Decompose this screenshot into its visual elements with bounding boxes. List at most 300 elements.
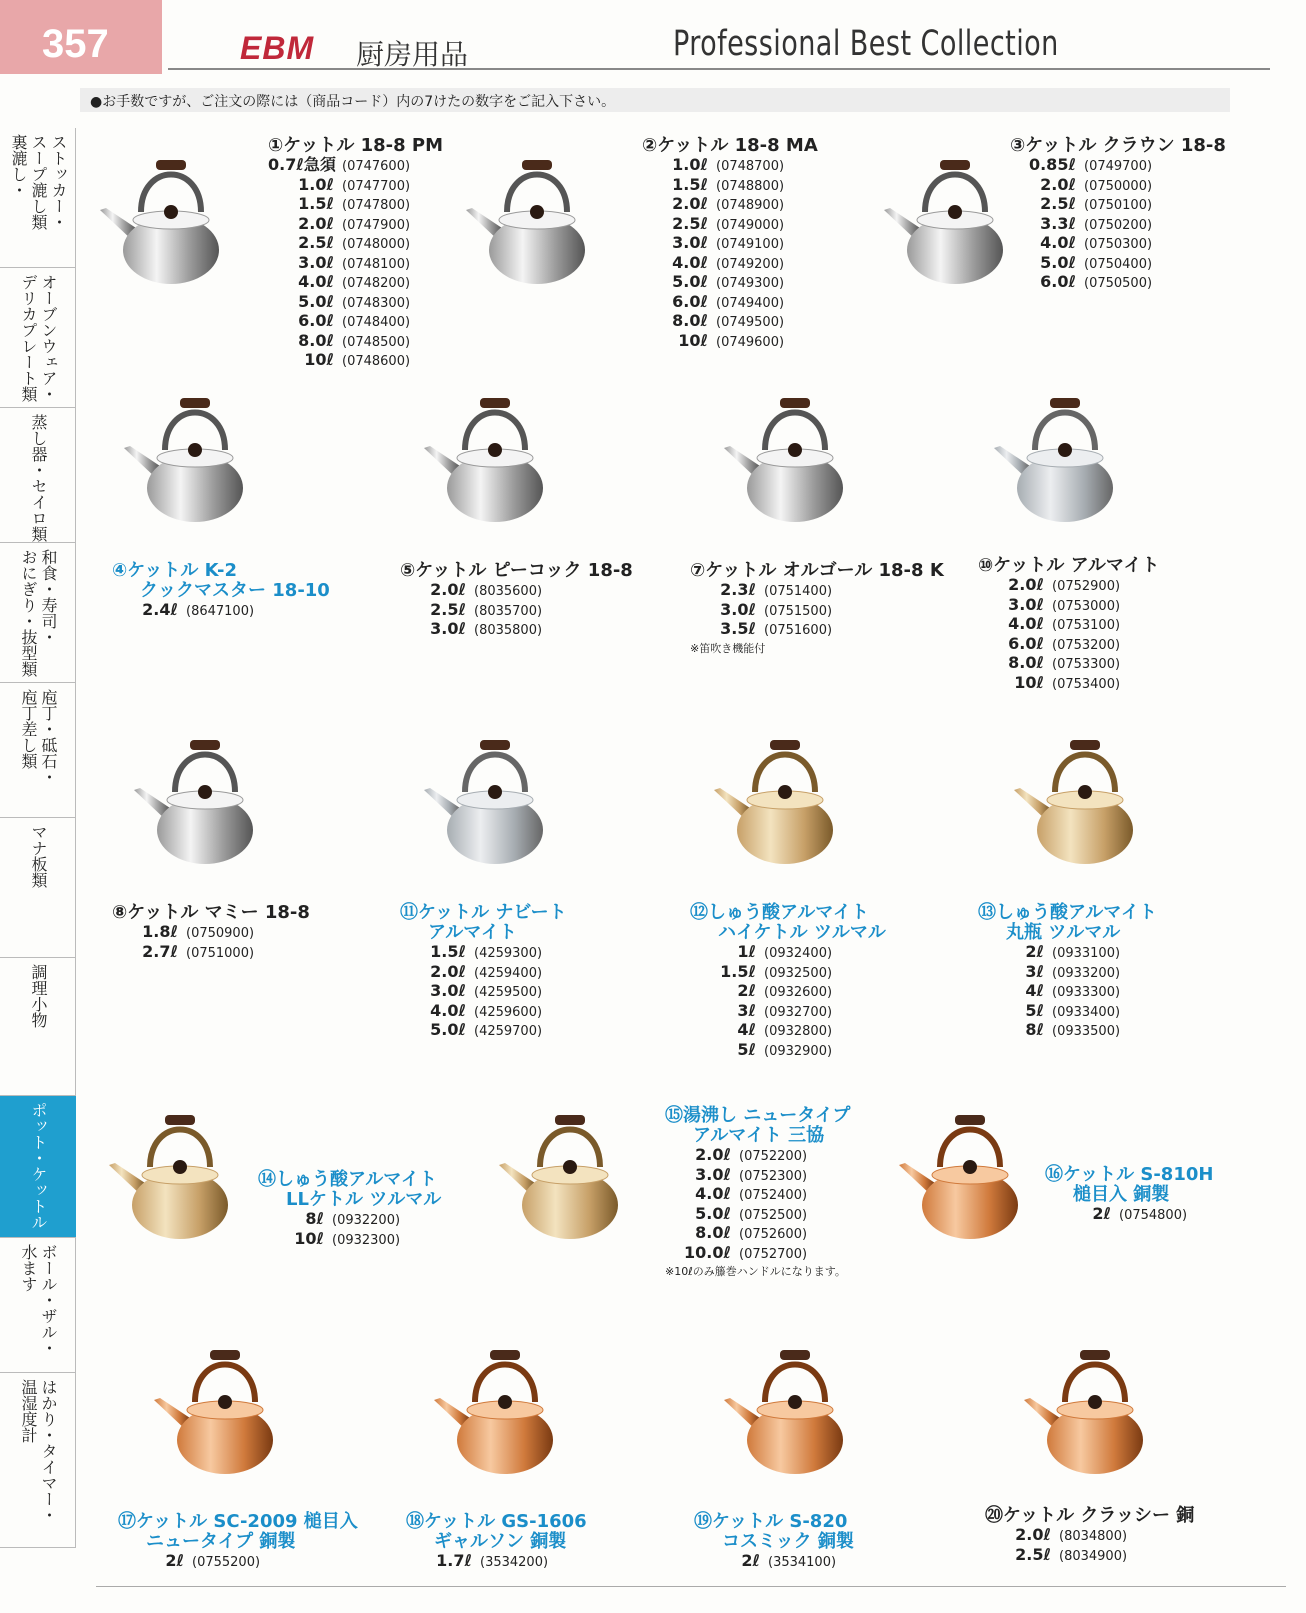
product-code: (0932300) <box>332 1232 401 1248</box>
product-code: (0751400) <box>764 584 833 599</box>
kettle-icon <box>720 1330 870 1480</box>
size-label: 4.0ℓ <box>1008 614 1044 633</box>
size-row <box>400 943 567 963</box>
order-notice: ●お手数ですが、ご注文の際には（商品コード）内の7けたの数字をご記入下さい。 <box>80 88 1230 112</box>
size-row <box>400 620 633 640</box>
size-row <box>985 1526 1194 1546</box>
size-row <box>690 620 944 640</box>
product-entry <box>1010 136 1226 293</box>
size-row <box>690 1041 886 1061</box>
product-name: ②ケットル 18-8 MA <box>642 135 818 156</box>
size-row <box>642 332 818 352</box>
product-name: 丸瓶 ツルマル <box>1006 922 1121 943</box>
size-label: 1.5ℓ <box>298 194 334 213</box>
product-name: ⑫しゅう酸アルマイト <box>690 902 869 923</box>
product-code: (0747800) <box>342 198 411 213</box>
size-label: 3.3ℓ <box>1040 213 1076 233</box>
product-code: (0932600) <box>764 985 833 1000</box>
product-code: (0752500) <box>739 1207 808 1223</box>
size-label: 2.0ℓ <box>1008 575 1044 594</box>
size-row <box>268 351 443 371</box>
product-code: (0752900) <box>1052 579 1121 594</box>
product-code: (8035700) <box>474 603 543 619</box>
size-row <box>665 1146 850 1166</box>
size-row <box>690 601 944 621</box>
sidebar-tab-label: 温湿度計 <box>19 1379 38 1443</box>
size-label: 2.5ℓ <box>1040 194 1076 213</box>
product-code: (8034900) <box>1059 1548 1128 1564</box>
product-code: (0932400) <box>764 946 833 961</box>
size-label: 2.0ℓ <box>1015 1525 1051 1544</box>
size-row <box>400 1021 567 1041</box>
product-code: (0748100) <box>342 256 411 272</box>
sidebar-tab-label: 調理小物 <box>29 964 48 1028</box>
size-row <box>978 615 1160 635</box>
product-code: (0749000) <box>716 217 785 233</box>
size-row <box>642 195 818 215</box>
product-code: (0750200) <box>1084 217 1153 233</box>
size-label: 8.0ℓ <box>695 1223 731 1242</box>
kettle-icon <box>430 1330 580 1480</box>
kettle-icon <box>120 378 270 528</box>
size-label: 1.0ℓ <box>672 155 708 174</box>
sidebar-tab-label: ポット・ケットル <box>29 1102 48 1230</box>
product-name: ⑱ケットル GS-1606 <box>406 1511 587 1532</box>
size-label: 4.0ℓ <box>430 1000 466 1020</box>
size-label: 2ℓ <box>737 981 756 1000</box>
sidebar-tab-label: 和食・寿司・ <box>39 549 58 645</box>
product-code: (8647100) <box>186 604 255 619</box>
size-row <box>268 312 443 332</box>
product-code: (4259300) <box>474 946 543 961</box>
product-code: (0749100) <box>716 237 785 252</box>
product-entry <box>690 561 944 655</box>
size-label: 2.0ℓ <box>695 1145 731 1164</box>
product-code: (0933200) <box>1052 965 1121 981</box>
product-name: ⑯ケットル S-810H <box>1045 1164 1214 1185</box>
product-entry <box>112 561 330 621</box>
product-code: (0751600) <box>764 623 833 638</box>
size-row <box>258 1230 441 1250</box>
product-name: ハイケトル ツルマル <box>718 922 886 943</box>
size-row <box>268 176 443 196</box>
size-row <box>642 234 818 254</box>
size-row <box>642 215 818 235</box>
product-code: (0748300) <box>342 295 411 311</box>
page-number: 357 <box>0 0 162 74</box>
size-row <box>1010 234 1226 254</box>
product-image <box>710 720 860 874</box>
size-label: 3ℓ <box>1025 961 1044 981</box>
size-row <box>400 982 567 1002</box>
size-row <box>642 273 818 293</box>
product-entry <box>665 1106 850 1278</box>
product-image <box>105 1095 255 1249</box>
product-name: ⑮湯沸し ニュータイプ <box>665 1105 851 1126</box>
product-name: ⑲ケットル S-820 <box>694 1511 848 1532</box>
size-label: 6.0ℓ <box>298 311 334 330</box>
size-label: 2ℓ <box>741 1551 760 1570</box>
size-label: 2.0ℓ <box>430 580 466 599</box>
size-label: 2ℓ <box>1092 1204 1111 1223</box>
size-row <box>118 1552 358 1572</box>
sidebar-tab-label: ストッカー・ <box>49 134 68 230</box>
product-code: (0932900) <box>764 1043 833 1059</box>
kettle-icon <box>462 140 612 290</box>
product-entry <box>642 136 818 351</box>
product-name: ⑩ケットル アルマイト <box>978 555 1160 576</box>
size-label: 8ℓ <box>1025 1020 1044 1039</box>
size-row <box>400 581 633 601</box>
product-name: ④ケットル K-2 <box>112 560 237 581</box>
product-code: (0747900) <box>342 217 411 233</box>
product-name: アルマイト <box>428 922 517 943</box>
product-code: (0753300) <box>1052 657 1121 672</box>
size-label: 5.0ℓ <box>695 1203 731 1223</box>
product-entry <box>400 903 567 1041</box>
size-label: 4.0ℓ <box>695 1184 731 1203</box>
product-entry <box>268 136 443 371</box>
size-row <box>978 1002 1157 1022</box>
product-image <box>420 378 570 532</box>
product-name: ニュータイプ 銅製 <box>146 1531 296 1552</box>
product-name: 槌目入 銅製 <box>1073 1184 1170 1205</box>
product-code: (0748700) <box>716 159 785 174</box>
size-row <box>978 963 1157 983</box>
size-label: 1.5ℓ <box>430 942 466 961</box>
size-row <box>690 1002 886 1022</box>
size-label: 2.5ℓ <box>430 599 466 619</box>
kettle-icon <box>420 720 570 870</box>
size-row <box>258 1210 441 1230</box>
sidebar-tab-label: オーブンウェア・ <box>39 274 58 402</box>
size-label: 3.5ℓ <box>720 619 756 638</box>
size-label: 3.0ℓ <box>720 599 756 619</box>
sidebar-tab-9[interactable] <box>0 1373 76 1548</box>
sidebar-tab-3[interactable] <box>0 543 76 683</box>
sidebar-tab-0[interactable] <box>0 128 76 268</box>
product-code: (0749600) <box>716 334 785 350</box>
size-label: 8.0ℓ <box>298 330 334 350</box>
size-label: 2.0ℓ <box>1040 174 1076 194</box>
kettle-icon <box>96 140 246 290</box>
product-name: ⑧ケットル マミー 18-8 <box>112 902 310 923</box>
size-label: 2ℓ <box>1025 942 1044 961</box>
size-row <box>1010 195 1226 215</box>
product-image <box>120 378 270 532</box>
sidebar-tab-label: 庖丁差し類 <box>19 689 38 769</box>
product-name: ⑬しゅう酸アルマイト <box>978 902 1157 923</box>
size-label: 5.0ℓ <box>298 291 334 311</box>
size-label: 4ℓ <box>737 1020 756 1039</box>
size-row <box>268 293 443 313</box>
size-row <box>690 581 944 601</box>
size-row <box>694 1552 854 1572</box>
product-image <box>96 140 246 294</box>
product-code: (3534200) <box>480 1555 549 1570</box>
size-label: 10ℓ <box>1014 672 1044 692</box>
product-entry <box>690 903 886 1060</box>
size-label: 3.0ℓ <box>695 1164 731 1184</box>
sidebar-tab-8[interactable] <box>0 1238 76 1373</box>
product-code: (0750900) <box>186 926 255 941</box>
kettle-icon <box>1010 720 1160 870</box>
size-row <box>690 982 886 1002</box>
size-row <box>268 273 443 293</box>
size-label: 6.0ℓ <box>1040 272 1076 291</box>
product-code: (0932500) <box>764 965 833 981</box>
size-label: 4.0ℓ <box>672 252 708 272</box>
size-row <box>665 1244 850 1264</box>
product-note: ※笛吹き機能付 <box>690 641 766 655</box>
product-name: ③ケットル クラウン 18-8 <box>1010 135 1226 156</box>
size-label: 4.0ℓ <box>298 272 334 291</box>
size-row <box>978 576 1160 596</box>
size-label: 5ℓ <box>1025 1000 1044 1020</box>
size-row <box>112 601 330 621</box>
kettle-icon <box>710 720 860 870</box>
kettle-icon <box>1020 1330 1170 1480</box>
size-label: 2.5ℓ <box>1015 1544 1051 1564</box>
product-code: (0749200) <box>716 256 785 272</box>
size-label: 2.3ℓ <box>720 580 756 599</box>
size-label: 10ℓ <box>304 350 334 369</box>
product-code: (0752700) <box>739 1246 808 1262</box>
header-rule <box>168 68 1270 70</box>
size-label: 3.0ℓ <box>430 981 466 1000</box>
size-label: 1ℓ <box>737 942 756 961</box>
size-row <box>1045 1205 1213 1225</box>
size-label: 10.0ℓ <box>683 1242 731 1262</box>
size-label: 2.0ℓ <box>430 961 466 981</box>
product-name: ⑦ケットル オルゴール 18-8 K <box>690 560 944 581</box>
product-code: (0749400) <box>716 295 785 311</box>
size-row <box>406 1552 587 1572</box>
size-label: 3.0ℓ <box>1008 594 1044 614</box>
kettle-icon <box>420 378 570 528</box>
size-row <box>268 234 443 254</box>
product-image <box>880 140 1030 294</box>
size-row <box>112 943 310 963</box>
product-entry <box>400 561 633 640</box>
product-image <box>495 1095 645 1249</box>
product-code: (0748200) <box>342 276 411 291</box>
category-sidebar <box>0 128 76 1548</box>
product-image <box>462 140 612 294</box>
product-entry <box>112 903 310 962</box>
size-row <box>268 195 443 215</box>
kettle-icon <box>895 1095 1045 1245</box>
kettle-icon <box>105 1095 255 1245</box>
kettle-icon <box>880 140 1030 290</box>
size-label: 5ℓ <box>737 1039 756 1059</box>
product-code: (0933100) <box>1052 946 1121 961</box>
product-code: (0933500) <box>1052 1024 1121 1039</box>
size-label: 8.0ℓ <box>1008 653 1044 672</box>
product-code: (0755200) <box>192 1555 261 1570</box>
product-entry <box>694 1512 854 1572</box>
size-row <box>642 312 818 332</box>
product-name: LLケトル ツルマル <box>286 1189 442 1210</box>
product-code: (0749500) <box>716 315 785 330</box>
product-name: ⑪ケットル ナビート <box>400 902 567 923</box>
size-row <box>978 674 1160 694</box>
sidebar-tab-label: 水ます <box>19 1244 38 1292</box>
sidebar-tab-label: 裏漉し・ <box>9 134 28 198</box>
sidebar-tab-label: 蒸し器・セイロ類 <box>29 414 48 542</box>
sidebar-tab-label: おにぎり・抜型類 <box>19 549 38 677</box>
product-code: (0752200) <box>739 1149 808 1164</box>
size-label: 2ℓ <box>165 1551 184 1570</box>
product-image <box>895 1095 1045 1249</box>
size-label: 5.0ℓ <box>430 1020 466 1039</box>
product-code: (0933300) <box>1052 985 1121 1000</box>
product-code: (0750500) <box>1084 276 1153 291</box>
size-label: 2.0ℓ <box>672 194 708 213</box>
size-row <box>690 963 886 983</box>
kettle-icon <box>720 378 870 528</box>
product-code: (0749700) <box>1084 159 1153 174</box>
product-code: (4259500) <box>474 985 543 1000</box>
kettle-icon <box>130 720 280 870</box>
sidebar-tab-1[interactable] <box>0 268 76 408</box>
product-name: ①ケットル 18-8 PM <box>268 135 444 156</box>
product-code: (0932800) <box>764 1024 833 1039</box>
size-label: 6.0ℓ <box>1008 633 1044 653</box>
sidebar-tab-7[interactable] <box>0 1096 76 1238</box>
product-code: (4259400) <box>474 965 543 981</box>
size-row <box>665 1166 850 1186</box>
category-title: 厨房用品 <box>356 38 469 71</box>
size-row <box>268 156 443 176</box>
product-code: (0752300) <box>739 1168 808 1184</box>
product-code: (0932200) <box>332 1213 401 1228</box>
product-name: ⑭しゅう酸アルマイト <box>258 1169 437 1190</box>
sidebar-tab-label: ボール・ザル・ <box>39 1244 58 1356</box>
product-entry <box>985 1506 1194 1565</box>
product-image <box>1020 1330 1170 1484</box>
sidebar-tab-6[interactable] <box>0 958 76 1096</box>
size-label: 1.7ℓ <box>436 1551 472 1570</box>
size-label: 2.5ℓ <box>672 213 708 233</box>
size-row <box>978 1021 1157 1041</box>
product-name: ⑤ケットル ピーコック 18-8 <box>400 560 633 581</box>
kettle-icon <box>495 1095 645 1245</box>
product-code: (8035800) <box>474 623 543 638</box>
sidebar-tab-4[interactable] <box>0 683 76 818</box>
product-name: ギャルソン 銅製 <box>434 1531 567 1552</box>
product-code: (8035600) <box>474 584 543 599</box>
product-code: (0751500) <box>764 603 833 619</box>
footer-rule <box>96 1586 1286 1587</box>
kettle-icon <box>990 378 1140 528</box>
size-row <box>642 293 818 313</box>
kettle-icon <box>150 1330 300 1480</box>
size-label: 3ℓ <box>737 1000 756 1020</box>
sidebar-tab-label: 庖丁・砥石・ <box>39 689 58 785</box>
size-row <box>978 654 1160 674</box>
product-code: (0747700) <box>342 178 411 194</box>
product-image <box>720 378 870 532</box>
size-row <box>1010 156 1226 176</box>
size-label: 2.5ℓ <box>298 233 334 252</box>
size-row <box>112 923 310 943</box>
product-entry <box>406 1512 587 1572</box>
size-label: 3.0ℓ <box>298 252 334 272</box>
size-row <box>1010 273 1226 293</box>
series-title: Professional Best Collection <box>673 24 1059 64</box>
product-code: (0932700) <box>764 1004 833 1020</box>
size-row <box>1010 215 1226 235</box>
product-code: (0754800) <box>1119 1208 1188 1223</box>
size-label: 2.0ℓ <box>298 213 334 233</box>
product-entry <box>118 1512 358 1572</box>
product-code: (0753400) <box>1052 676 1121 692</box>
product-code: (8034800) <box>1059 1529 1128 1544</box>
product-code: (0933400) <box>1052 1004 1121 1020</box>
size-row <box>400 601 633 621</box>
product-image <box>130 720 280 874</box>
product-code: (0747600) <box>342 159 411 174</box>
product-name: ⑰ケットル SC-2009 槌目入 <box>118 1511 358 1532</box>
size-row <box>642 156 818 176</box>
size-row <box>268 254 443 274</box>
sidebar-tab-label: スープ漉し類 <box>29 134 48 230</box>
size-row <box>1010 254 1226 274</box>
product-code: (0753100) <box>1052 618 1121 633</box>
sidebar-tab-label: デリカプレート類 <box>19 274 38 402</box>
product-entry <box>1045 1165 1213 1225</box>
product-image <box>720 1330 870 1484</box>
sidebar-tab-label: はかり・タイマー・ <box>39 1379 58 1523</box>
sidebar-tab-2[interactable] <box>0 408 76 543</box>
product-entry <box>258 1170 441 1249</box>
size-row <box>690 943 886 963</box>
size-label: 5.0ℓ <box>1040 252 1076 272</box>
product-name: コスミック 銅製 <box>722 1531 854 1552</box>
product-code: (4259700) <box>474 1024 543 1039</box>
product-image <box>430 1330 580 1484</box>
size-label: 6.0ℓ <box>672 291 708 311</box>
product-code: (0750400) <box>1084 256 1153 272</box>
size-label: 3.0ℓ <box>430 619 466 638</box>
sidebar-tab-label: マナ板類 <box>29 824 48 888</box>
size-row <box>268 215 443 235</box>
product-code: (0750000) <box>1084 178 1153 194</box>
sidebar-tab-5[interactable] <box>0 818 76 958</box>
size-label: 4.0ℓ <box>1040 233 1076 252</box>
product-name: クックマスター 18-10 <box>140 580 330 601</box>
size-label: 1.8ℓ <box>142 922 178 941</box>
product-image <box>990 378 1140 532</box>
size-row <box>978 596 1160 616</box>
size-row <box>642 254 818 274</box>
product-code: (0748800) <box>716 178 785 194</box>
product-code: (3534100) <box>768 1555 837 1570</box>
size-row <box>665 1205 850 1225</box>
product-name: アルマイト 三協 <box>693 1125 825 1146</box>
product-image <box>150 1330 300 1484</box>
product-code: (0753200) <box>1052 637 1121 653</box>
product-code: (0750100) <box>1084 198 1153 213</box>
size-label: 8.0ℓ <box>672 311 708 330</box>
size-row <box>690 1021 886 1041</box>
size-label: 3.0ℓ <box>672 233 708 252</box>
product-code: (0748900) <box>716 198 785 213</box>
product-code: (4259600) <box>474 1004 543 1020</box>
product-entry <box>978 556 1160 693</box>
size-row <box>268 332 443 352</box>
